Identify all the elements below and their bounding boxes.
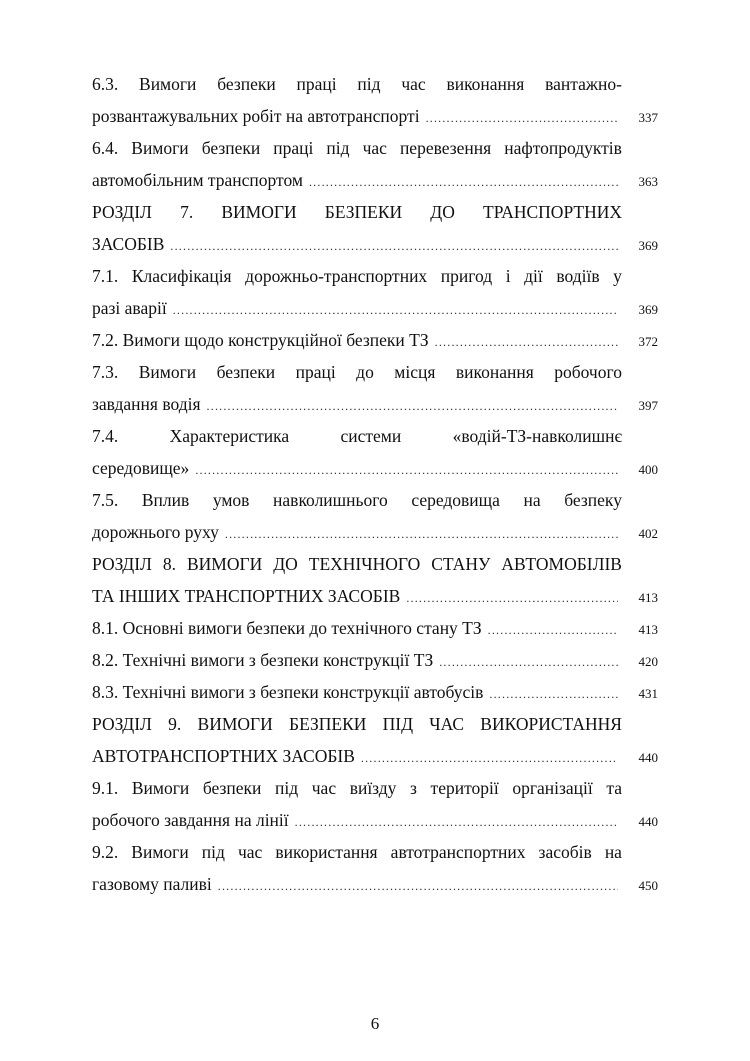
toc-page-number: 369 (638, 238, 658, 253)
toc-entry-last-line (92, 676, 658, 708)
toc-entry (92, 772, 658, 836)
toc-page-number: 369 (638, 302, 658, 317)
table-of-contents (92, 68, 658, 900)
dot-leader (439, 646, 618, 678)
toc-entry-last-line (92, 644, 658, 676)
toc-entry-last-line (92, 740, 658, 772)
toc-entry (92, 484, 658, 548)
toc-entry (92, 324, 658, 356)
toc-entry-text: автомобільним транспортом (92, 170, 303, 190)
toc-page-number: 420 (638, 654, 658, 669)
toc-entry (92, 548, 658, 612)
toc-entry-first-line: 6.4. Вимоги безпеки праці під час перевезення нафтопродуктів (92, 138, 622, 158)
toc-entry (92, 196, 658, 260)
dot-leader (218, 870, 618, 902)
toc-entry-text: 8.3. Технічні вимоги з безпеки конструкції автобусів (92, 682, 484, 702)
toc-page-number: 337 (638, 110, 658, 125)
toc-entry-first-line: 7.4. Характеристика системи «водій-ТЗ-навколишнє (92, 426, 622, 446)
toc-entry-text: АВТОТРАНСПОРТНИХ ЗАСОБІВ (92, 746, 355, 766)
toc-entry-text: разі аварії (92, 298, 167, 318)
toc-page-number: 440 (638, 814, 658, 829)
dot-leader (406, 582, 618, 614)
toc-entry-last-line (92, 612, 658, 644)
toc-entry (92, 420, 658, 484)
toc-entry-text: розвантажувальних робіт на автотранспорті (92, 106, 420, 126)
toc-entry-text: ЗАСОБІВ (92, 234, 165, 254)
toc-entry-text: середовище» (92, 458, 190, 478)
toc-entry (92, 132, 658, 196)
toc-entry-text: завдання водія (92, 394, 201, 414)
toc-entry-last-line (92, 868, 658, 900)
toc-entry-last-line (92, 388, 658, 420)
toc-entry-first-line: РОЗДІЛ 9. ВИМОГИ БЕЗПЕКИ ПІД ЧАС ВИКОРИСТАННЯ (92, 714, 622, 734)
toc-entry-last-line (92, 324, 658, 356)
toc-page-number: 431 (638, 686, 658, 701)
toc-entry-first-line: 7.1. Класифікація дорожньо-транспортних пригод і дії водіїв у (92, 266, 622, 286)
toc-entry-text: 8.1. Основні вимоги безпеки до технічного стану ТЗ (92, 618, 482, 638)
dot-leader (361, 742, 618, 774)
toc-entry-last-line (92, 580, 658, 612)
toc-entry-first-line: РОЗДІЛ 7. ВИМОГИ БЕЗПЕКИ ДО ТРАНСПОРТНИХ (92, 202, 622, 222)
toc-entry (92, 68, 658, 132)
toc-entry-last-line (92, 228, 658, 260)
toc-page-number: 440 (638, 750, 658, 765)
toc-page-number: 363 (638, 174, 658, 189)
toc-page-number: 400 (638, 462, 658, 477)
toc-entry-first-line: 9.2. Вимоги під час використання автотранспортних засобів на (92, 842, 622, 862)
toc-entry-last-line (92, 804, 658, 836)
toc-page-number: 372 (638, 334, 658, 349)
toc-entry-text: ТА ІНШИХ ТРАНСПОРТНИХ ЗАСОБІВ (92, 586, 401, 606)
toc-entry (92, 676, 658, 708)
toc-page-number: 450 (638, 878, 658, 893)
dot-leader (207, 390, 618, 422)
toc-entry-text: 8.2. Технічні вимоги з безпеки конструкції ТЗ (92, 650, 434, 670)
dot-leader (295, 806, 618, 838)
toc-entry-first-line: 7.3. Вимоги безпеки праці до місця виконання робочого (92, 362, 622, 382)
dot-leader (195, 454, 618, 486)
toc-page-number: 413 (638, 622, 658, 637)
toc-entry (92, 356, 658, 420)
toc-entry (92, 836, 658, 900)
toc-entry (92, 260, 658, 324)
dot-leader (170, 230, 618, 262)
toc-page-number: 413 (638, 590, 658, 605)
toc-page-number: 397 (638, 398, 658, 413)
dot-leader (225, 518, 618, 550)
dot-leader (426, 102, 618, 134)
toc-entry-last-line (92, 100, 658, 132)
toc-entry-last-line (92, 164, 658, 196)
toc-entry-text: газовому паливі (92, 874, 212, 894)
dot-leader (488, 614, 618, 646)
dot-leader (489, 678, 618, 710)
toc-entry-last-line (92, 516, 658, 548)
toc-entry-text: дорожнього руху (92, 522, 219, 542)
toc-entry-last-line (92, 452, 658, 484)
toc-entry-first-line: 9.1. Вимоги безпеки під час виїзду з території організації та (92, 778, 622, 798)
toc-entry-first-line: РОЗДІЛ 8. ВИМОГИ ДО ТЕХНІЧНОГО СТАНУ АВТОМОБІЛІВ (92, 554, 622, 574)
dot-leader (173, 294, 618, 326)
toc-entry (92, 644, 658, 676)
dot-leader (435, 326, 618, 358)
toc-entry-first-line: 7.5. Вплив умов навколишнього середовища на безпеку (92, 490, 622, 510)
dot-leader (309, 166, 618, 198)
toc-entry-last-line (92, 292, 658, 324)
toc-entry-text: робочого завдання на лінії (92, 810, 289, 830)
page-number: 6 (370, 1014, 380, 1033)
toc-entry-first-line: 6.3. Вимоги безпеки праці під час виконання вантажно- (92, 74, 622, 94)
toc-entry-text: 7.2. Вимоги щодо конструкційної безпеки ТЗ (92, 330, 429, 350)
toc-entry (92, 612, 658, 644)
toc-entry (92, 708, 658, 772)
toc-page-number: 402 (638, 526, 658, 541)
